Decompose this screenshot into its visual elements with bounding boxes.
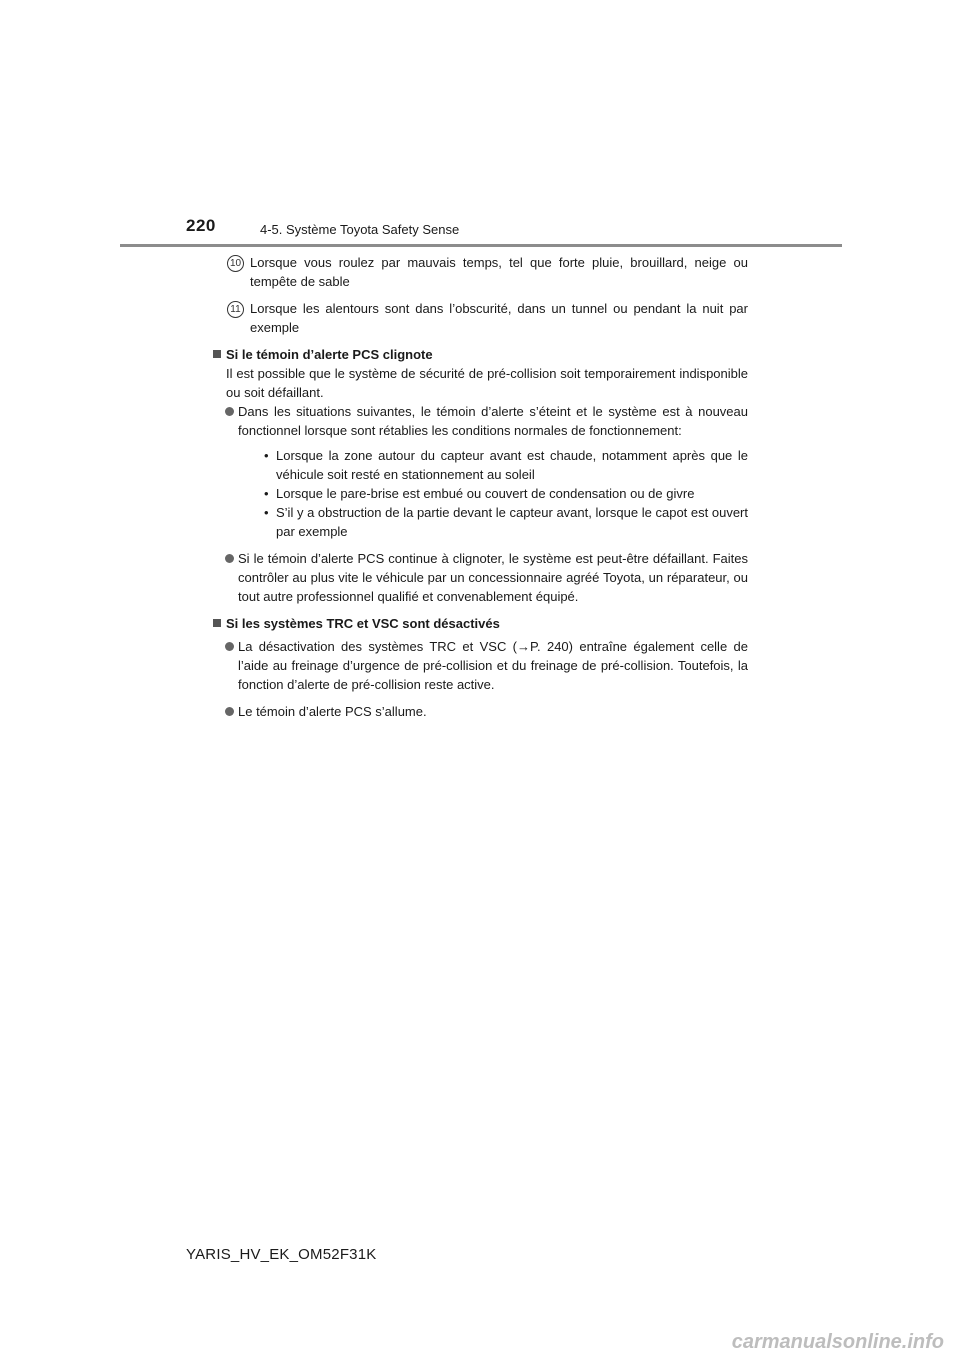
numbered-item-text: Lorsque vous roulez par mauvais temps, tel que forte pluie, brouillard, neige ou tempête de sable [250, 255, 748, 289]
round-bullet-icon [225, 554, 234, 563]
square-bullet-icon [213, 350, 221, 358]
sub-list-item: • S’il y a obstruction de la partie devant le capteur avant, lorsque le capot est ouvert par exemple [264, 505, 748, 539]
section-intro: Il est possible que le système de sécurité de pré-collision soit temporairement indisponible ou soit défaillant. [226, 366, 748, 400]
circled-number-10: 10 [227, 255, 244, 272]
bullet-point-icon: • [264, 448, 269, 463]
watermark: carmanualsonline.info [731, 1331, 944, 1353]
list-item-text: Si le témoin d’alerte PCS continue à clignoter, le système est peut-être défaillant. Faites contrôler au plus vite le véhicule par un concessionnaire agréé Toyota, un réparateur, ou tout autre professionnel qualifié et convenablement équipé. [238, 551, 748, 604]
section-title: 4-5. Système Toyota Safety Sense [260, 222, 460, 237]
document-code: YARIS_HV_EK_OM52F31K [186, 1246, 377, 1263]
section-heading-trc-vsc: Si les systèmes TRC et VSC sont désactivés [212, 614, 748, 633]
list-item-text: Dans les situations suivantes, le témoin d’alerte s’éteint et le système est à nouveau fonctionnel lorsque sont rétablies les conditions normales de fonctionnement: [238, 404, 748, 438]
numbered-item-11 [212, 299, 748, 337]
round-bullet-icon [225, 642, 234, 651]
list-item-text: La désactivation des systèmes TRC et VSC (→P. 240) entraîne également celle de l’aide au freinage d’urgence de pré-collision et du freinage de pré-collision. Toutefois, la fonction d’alerte de pré-collision reste active. [238, 639, 748, 692]
header-divider [120, 244, 842, 247]
list-item [212, 637, 748, 694]
page-number: 220 [186, 216, 216, 235]
sub-bullet-list [238, 446, 748, 541]
list-item-text: Le témoin d’alerte PCS s’allume. [238, 704, 427, 719]
circled-number-11: 11 [227, 301, 244, 318]
numbered-item-10 [212, 253, 748, 291]
list-item [212, 702, 748, 721]
sub-list-item: • Lorsque le pare-brise est embué ou couvert de condensation ou de givre [264, 486, 695, 501]
section-heading-pcs-blinking: Si le témoin d’alerte PCS clignote [212, 345, 748, 364]
round-bullet-icon [225, 707, 234, 716]
square-bullet-icon [213, 619, 221, 627]
list-item [212, 402, 748, 541]
numbered-item-text: Lorsque les alentours sont dans l’obscurité, dans un tunnel ou pendant la nuit par exemple [250, 301, 748, 335]
bullet-point-icon: • [264, 505, 269, 520]
sub-list-item: • Lorsque la zone autour du capteur avant est chaude, notamment après que le véhicule soit resté en stationnement au soleil [264, 448, 748, 482]
bullet-point-icon: • [264, 486, 269, 501]
page-content [212, 253, 748, 729]
list-item [212, 549, 748, 606]
round-bullet-icon [225, 407, 234, 416]
